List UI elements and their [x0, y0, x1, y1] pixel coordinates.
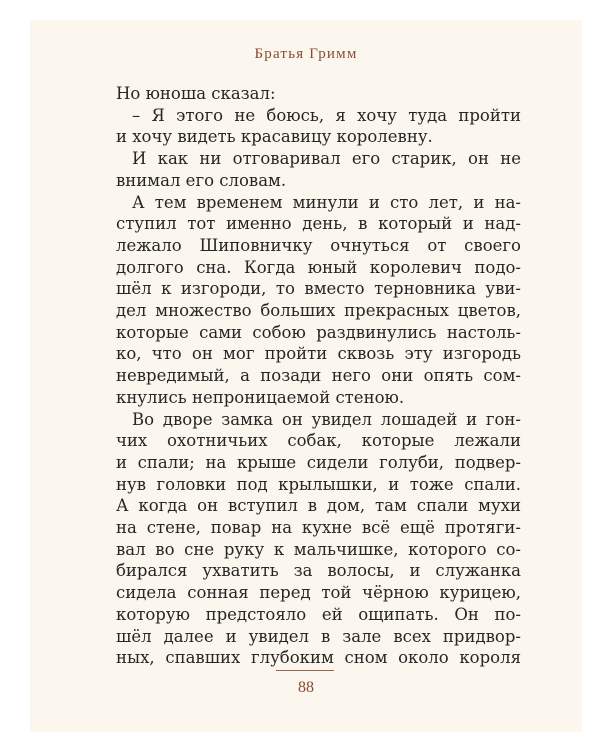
text-line: которую предстояло ей ощипать. Он по-: [116, 604, 521, 624]
text-line: на стене, повар на кухне всё ещё протяги-: [116, 518, 521, 538]
body-text: [116, 83, 521, 669]
text-line: внимал его словам.: [116, 170, 287, 190]
text-line: и спали; на крыше сидели голуби, подвер-: [116, 452, 521, 472]
text-line: дел множество больших прекрасных цветов,: [116, 301, 521, 321]
text-line: невредимый, а позади него они опять сом-: [116, 366, 521, 386]
text-line: долгого сна. Когда юный королевич подо-: [116, 257, 521, 277]
text-line: бирался ухватить за волосы, и служанка: [116, 561, 521, 581]
text-line: ступил тот именно день, в который и над-: [116, 214, 521, 234]
running-head: Братья Гримм: [254, 46, 358, 62]
text-line: чих охотничьих собак, которые лежали: [116, 431, 521, 451]
text-line: вал во сне руку к мальчишке, которого со-: [116, 539, 521, 559]
text-line: и хочу видеть красавицу королевну.: [116, 127, 433, 147]
text-line: которые сами собою раздвинулись настоль-: [116, 322, 521, 342]
book-page: [30, 20, 582, 732]
text-line: А тем временем минули и сто лет, и на-: [132, 192, 521, 212]
text-line: нув головки под крылышки, и тоже спали.: [116, 474, 521, 494]
text-line: ных, спавших глубоким сном около короля: [116, 648, 521, 668]
text-line: шёл к изгороди, то вместо терновника уви-: [116, 279, 521, 299]
text-line: А когда он вступил в дом, там спали мухи: [116, 496, 521, 516]
text-line: И как ни отговаривал его старик, он не: [132, 149, 521, 169]
page-number: 88: [298, 679, 314, 696]
text-line: лежало Шиповничку очнуться от своего: [116, 235, 521, 255]
text-line: ко, что он мог пройти сквозь эту изгородь: [116, 344, 521, 364]
text-line: кнулись непроницаемой стеною.: [116, 387, 405, 407]
text-line: – Я этого не боюсь, я хочу туда пройти: [132, 105, 521, 125]
text-line: Во дворе замка он увидел лошадей и гон-: [132, 409, 521, 429]
page-number-rule: [276, 670, 334, 671]
text-line: Но юноша сказал:: [116, 84, 276, 103]
text-line: шёл далее и увидел в зале всех придвор-: [116, 626, 521, 646]
text-line: сидела сонная перед той чёрною курицею,: [116, 583, 521, 603]
